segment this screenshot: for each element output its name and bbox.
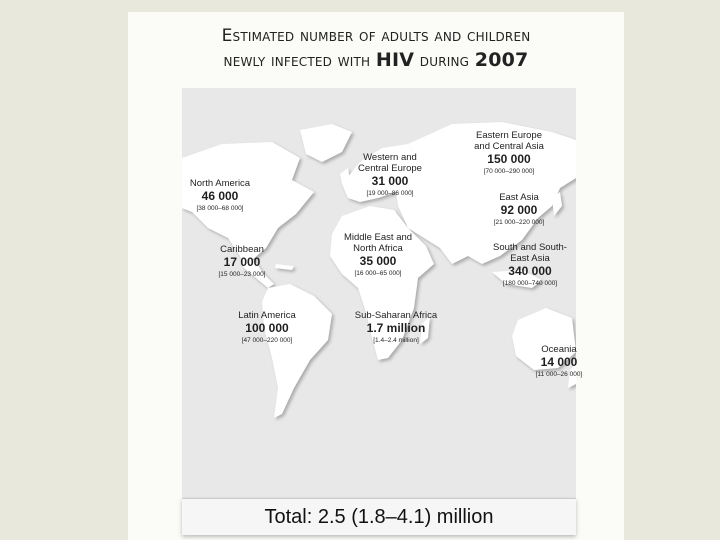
region-north-america: North America 46 000 [38 000–68 000] xyxy=(189,178,251,212)
region-latin-america: Latin America 100 000 [47 000–220 000] xyxy=(238,310,296,344)
region-western-central-europe: Western and Central Europe 31 000 [19 000–86 000] xyxy=(358,152,422,197)
world-map xyxy=(182,88,583,498)
total-banner: Total: 2.5 (1.8–4.1) million xyxy=(182,498,576,535)
map-title xyxy=(128,24,624,73)
region-eastern-europe-central-asia: Eastern Europe and Central Asia 150 000 [70 000–290 000] xyxy=(474,130,544,175)
region-middle-east-north-africa: Middle East and North Africa 35 000 [16 000–65 000] xyxy=(343,232,413,277)
region-sub-saharan-africa: Sub-Saharan Africa 1.7 million [1.4–2.4 million] xyxy=(354,310,438,344)
region-east-asia: East Asia 92 000 [21 000–220 000] xyxy=(493,192,545,226)
title-line-1: Estimated number of adults and children xyxy=(221,26,531,46)
title-year: 2007 xyxy=(474,49,529,71)
region-oceania: Oceania 14 000 [11 000–26 000] xyxy=(535,344,583,378)
south-america-shape xyxy=(262,284,332,418)
region-caribbean: Caribbean 17 000 [15 000–23 000] xyxy=(218,244,266,278)
region-south-southeast-asia: South and South-East Asia 340 000 [180 000–740 000] xyxy=(493,242,567,287)
greenland-shape xyxy=(300,124,352,162)
title-line-2: newly infected with HIV during 2007 xyxy=(223,49,529,71)
title-highlight: HIV xyxy=(375,49,415,71)
slide xyxy=(128,12,624,540)
